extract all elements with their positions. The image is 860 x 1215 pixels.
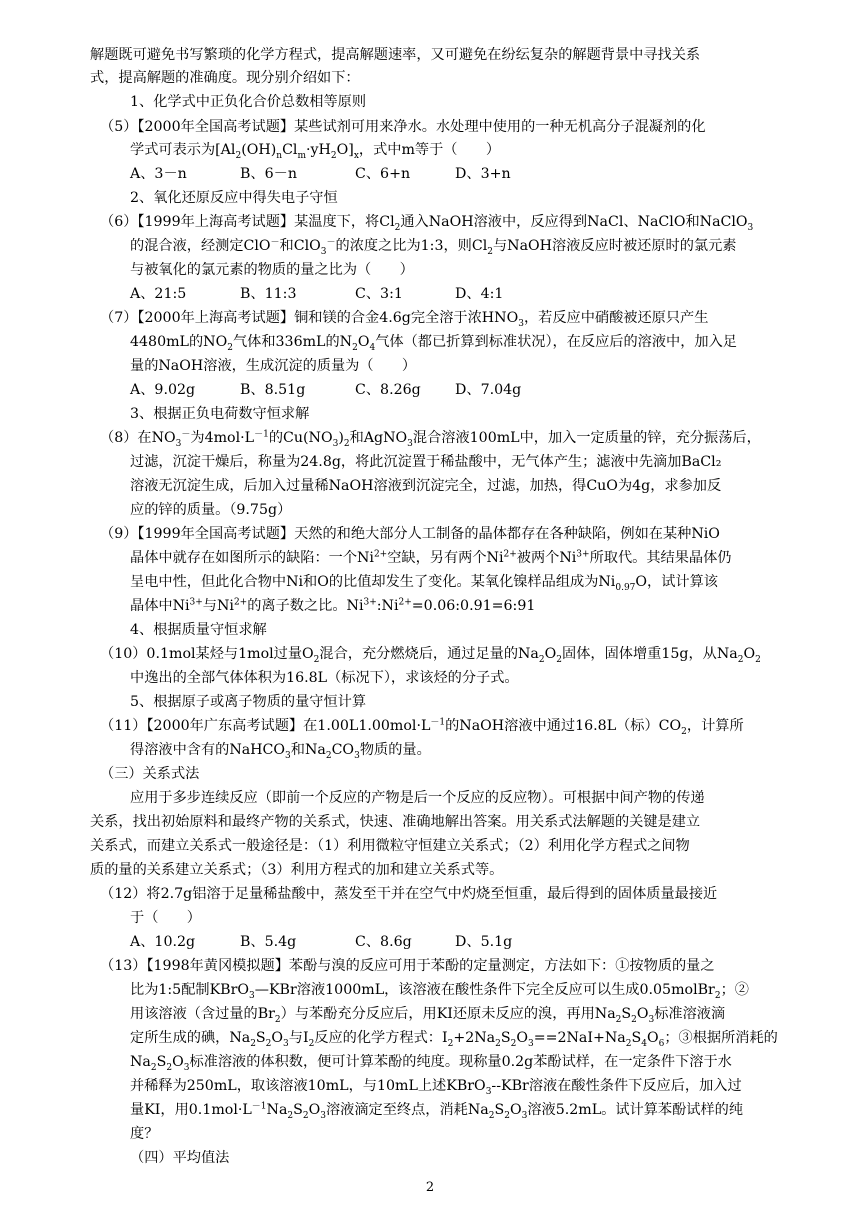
text-line: 4480mL的$NO_2$气体和336mL的$N_2O_4$气体（都已折算到标准状况），在反应后的溶液中，加入足: [130, 334, 737, 353]
text-line: 于（ ）: [130, 910, 201, 926]
text-line: 溶液无沉淀生成，后加入过量稀NaOH溶液到沉淀完全，过滤，加热，得CuO为4g，求参加反: [130, 478, 722, 494]
text-line: 中逸出的全部气体体积为16.8L（标况下），求该烃的分子式。: [130, 670, 519, 686]
text-line: （10）0.1mol某烃与1mol过量$O_2$混合，充分燃烧后，通过足量的$Na_2O_2$固体，固体增重15g，从$Na_2O_2$: [100, 646, 761, 665]
text-line: （13）【1998年黄冈模拟题】苯酚与溴的反应可用于苯酚的定量测定，方法如下：①按物质的量之: [100, 958, 715, 974]
answer-options: [130, 932, 545, 952]
page-number: 2: [425, 1180, 435, 1195]
answer-options: [130, 380, 545, 400]
text-line: $Na_2S_2O_3$标准溶液的体积数，便可计算苯酚的纯度。现称量0.2g苯酚试样，在一定条件下溶于水: [130, 1054, 732, 1073]
text-line: 晶体中$Ni^{3+}$与$Ni^{2+}$的离子数之比。$Ni^{3+}:Ni^{2+}=0.06:0.91=6:91$: [130, 597, 536, 614]
answer-option: D、5.1g: [455, 934, 513, 950]
text-line: 量的NaOH溶液，生成沉淀的质量为（ ）: [130, 358, 417, 374]
answer-option: D、3+n: [455, 166, 511, 182]
text-line: 2、氧化还原反应中得失电子守恒: [130, 190, 338, 206]
text-line: 式，提高解题的准确度。现分别介绍如下：: [90, 70, 360, 86]
answer-option: D、4:1: [455, 286, 504, 302]
text-line: 1、化学式中正负化合价总数相等原则: [130, 94, 367, 110]
text-line: （7）【2000年上海高考试题】铜和镁的合金4.6g完全溶于浓$HNO_3$，若反应中硝酸被还原只产生: [100, 310, 709, 329]
answer-option: C、8.26g: [355, 382, 421, 398]
text-line: 并稀释为250mL，取该溶液10mL，与10mL上述KBrO$_3$--KBr溶液在酸性条件下反应后，加入过: [130, 1078, 742, 1097]
text-line: 质的量的关系建立关系式；（3）利用方程式的加和建立关系式等。: [90, 862, 504, 878]
text-line: 3、根据正负电荷数守恒求解: [130, 406, 310, 422]
text-line: （11）【2000年广东高考试题】在$1.00L1.00mol\cdot L^{-1}$的NaOH溶液中通过16.8L（标）$CO_2$，计算所: [100, 717, 744, 737]
text-line: （12）将2.7g铝溶于足量稀盐酸中，蒸发至干并在空气中灼烧至恒重，最后得到的固体质量最接近: [100, 886, 718, 902]
text-line: 用该溶液（含过量的$Br_2$）与苯酚充分反应后，用KI还原未反应的溴，再用$Na_2S_2O_3$标准溶液滴: [130, 1006, 726, 1025]
text-line: 定所生成的碘，$Na_2S_2O_3$与$I_2$反应的化学方程式：$I_2+2Na_2S_2O_3==2NaI+Na_2S_4O_6$；③根据所消耗的: [130, 1030, 778, 1049]
text-line: 解题既可避免书写繁琐的化学方程式，提高解题速率，又可避免在纷纭复杂的解题背景中寻找关系: [90, 47, 701, 63]
answer-options: [130, 164, 545, 184]
answer-option: A、3－n: [130, 166, 187, 182]
text-line: 呈电中性，但此化合物中Ni和O的比值却发生了变化。某氧化镍样品组成为$Ni_{0.97}O$，试计算该: [130, 574, 718, 593]
answer-option: A、9.02g: [130, 382, 196, 398]
text-line: 过滤，沉淀干燥后，称量为24.8g，将此沉淀置于稀盐酸中，无气体产生；滤液中先滴加BaCl₂: [130, 454, 722, 470]
text-line: 度？: [130, 1126, 159, 1142]
text-line: 晶体中就存在如图所示的缺陷：一个$Ni^{2+}$空缺，另有两个$Ni^{2+}$被两个$Ni^{3+}$所取代。其结果晶体仍: [130, 549, 732, 566]
text-line: （三）关系式法: [100, 766, 200, 782]
answer-option: C、6+n: [355, 166, 411, 182]
text-line: （9）【1999年全国高考试题】天然的和绝大部分人工制备的晶体都存在各种缺陷，例如在某种NiO: [100, 526, 720, 542]
answer-option: A、21:5: [130, 286, 187, 302]
text-line: （6）【1999年上海高考试题】某温度下，将$Cl_2$通入NaOH溶液中，反应得到NaCl、NaClO和NaClO$_3$: [100, 214, 754, 233]
text-line: 关系式，而建立关系式一般途径是：（1）利用微粒守恒建立关系式；（2）利用化学方程式之间物: [90, 838, 690, 854]
answer-option: C、3:1: [355, 286, 403, 302]
text-line: 应的锌的质量。（9.75g）: [130, 502, 292, 518]
text-line: 量KI，用$0.1mol\cdot L^{-1}Na_2S_2O_3$溶液滴定至终点，消耗$Na_2S_2O_3$溶液5.2mL。试计算苯酚试样的纯: [130, 1101, 744, 1121]
answer-option: B、6－n: [240, 166, 297, 182]
text-line: 的混合液，经测定ClO－和ClO$_3$－的浓度之比为1:3，则$Cl_2$与NaOH溶液反应时被还原时的氯元素: [130, 237, 737, 257]
text-line: 4、根据质量守恒求解: [130, 622, 267, 638]
answer-option: C、8.6g: [355, 934, 412, 950]
text-line: 5、根据原子或离子物质的量守恒计算: [130, 694, 367, 710]
text-line: （8）在$NO_3^-$为$4mol\cdot L^{-1}$的$Cu(NO_3)_2$和AgNO$_3$混合溶液100mL中，加入一定质量的锌，充分振荡后，: [100, 429, 761, 449]
text-line: 关系，找出初始原料和最终产物的关系式，快速、准确地解出答案。用关系式法解题的关键是建立: [90, 814, 701, 830]
answer-option: B、11:3: [240, 286, 297, 302]
answer-option: B、8.51g: [240, 382, 306, 398]
text-line: 得溶液中含有的NaHCO$_3$和$Na_2CO_3$物质的量。: [130, 742, 431, 761]
text-line: （5）【2000年全国高考试题】某些试剂可用来净水。水处理中使用的一种无机高分子混凝剂的化: [100, 119, 706, 135]
text-line: 比为1:5配制KBrO$_3$—KBr溶液1000mL，该溶液在酸性条件下完全反应可以生成0.05molBr$_2$；②: [130, 982, 749, 1001]
text-line: 应用于多步连续反应（即前一个反应的产物是后一个反应的反应物）。可根据中间产物的传递: [130, 790, 705, 806]
answer-option: D、7.04g: [455, 382, 522, 398]
text-line: 学式可表示为$[Al_2(OH)_nCl_m\cdot yH_2O]_x$，式中m等于（ ）: [130, 142, 501, 161]
text-line: 与被氧化的氯元素的物质的量之比为（ ）: [130, 262, 414, 278]
text-line: （四）平均值法: [130, 1150, 230, 1166]
answer-options: [130, 284, 545, 304]
answer-option: A、10.2g: [130, 934, 196, 950]
answer-option: B、5.4g: [240, 934, 297, 950]
